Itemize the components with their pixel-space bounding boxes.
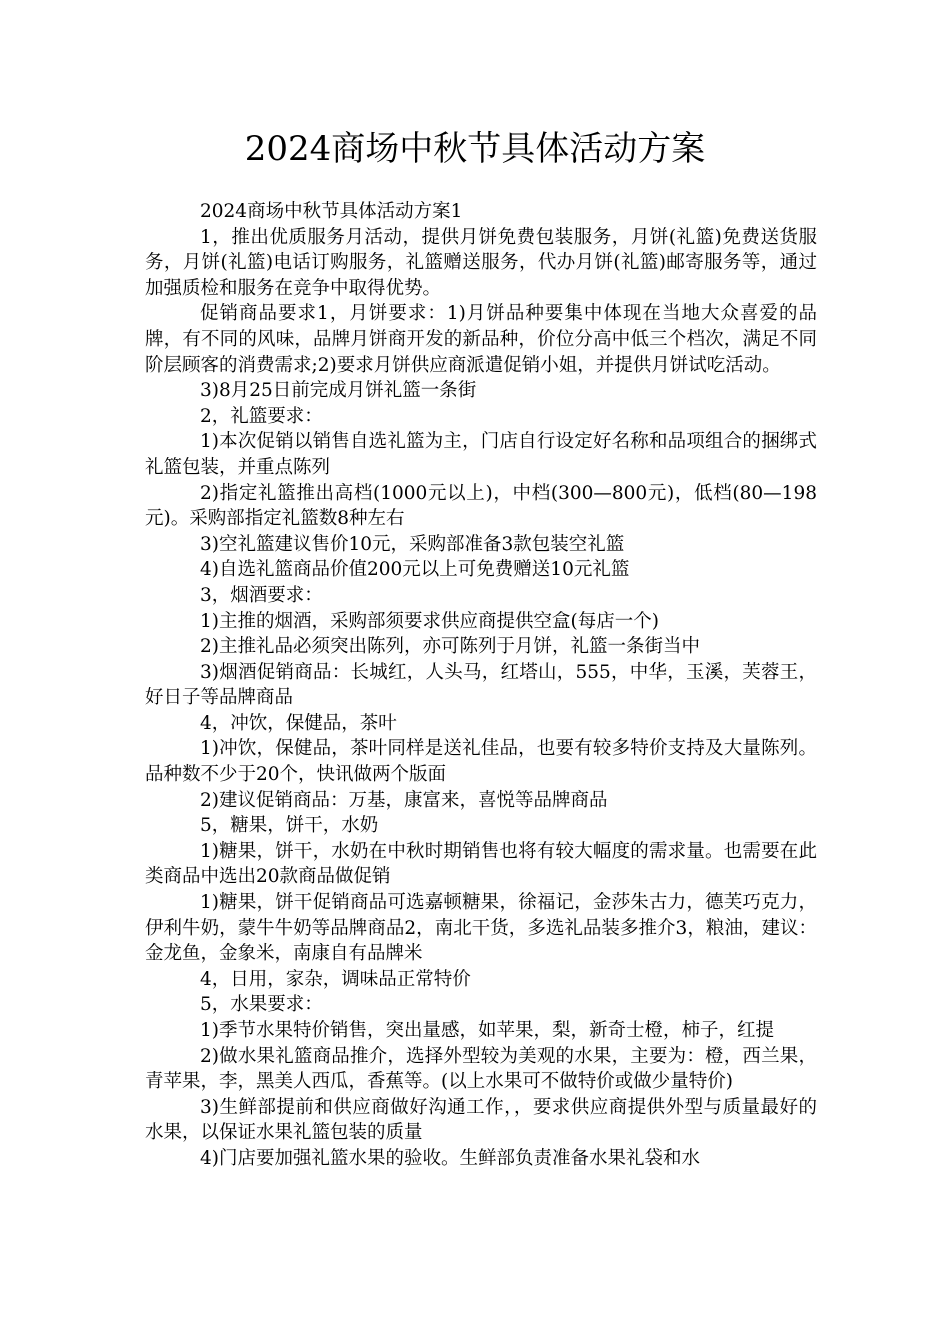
paragraph: 4，冲饮，保健品，茶叶 bbox=[200, 712, 397, 734]
paragraph: 5，糖果，饼干，水奶 bbox=[200, 815, 379, 837]
paragraph: 3)8月25日前完成月饼礼篮一条街 bbox=[200, 380, 477, 402]
document-body bbox=[145, 199, 817, 1172]
paragraph: 2024商场中秋节具体活动方案1 bbox=[200, 201, 463, 222]
paragraph: 2，礼篮要求： bbox=[200, 405, 323, 427]
paragraph: 1)季节水果特价销售，突出量感，如苹果，梨，新奇士橙，柿子，红提 bbox=[200, 1020, 774, 1041]
paragraph: 2)做水果礼篮商品推介，选择外型较为美观的水果，主要为：橙，西兰果，青苹果，李，黑美人西瓜，香蕉等。(以上水果可不做特价或做少量特价) bbox=[145, 1045, 817, 1093]
paragraph: 2)建议促销商品：万基，康富来，喜悦等品牌商品 bbox=[200, 789, 608, 811]
paragraph: 1)冲饮，保健品，茶叶同样是送礼佳品，也要有较多特价支持及大量陈列。品种数不少于20个，快讯做两个版面 bbox=[145, 738, 817, 786]
paragraph: 4)门店要加强礼篮水果的验收。生鲜部负责准备水果礼袋和水 bbox=[200, 1147, 700, 1169]
paragraph: 2)主推礼品必须突出陈列，亦可陈列于月饼，礼篮一条街当中 bbox=[200, 636, 700, 658]
paragraph: 3)空礼篮建议售价10元，采购部准备3款包装空礼篮 bbox=[200, 533, 625, 555]
paragraph: 2)指定礼篮推出高档(1000元以上)，中档(300—800元)，低档(80—198元)。采购部指定礼篮数8种左右 bbox=[145, 482, 817, 530]
paragraph: 1)本次促销以销售自选礼篮为主，门店自行设定好名称和品项组合的捆绑式礼篮包装，并重点陈列 bbox=[145, 431, 817, 478]
paragraph: 4，日用，家杂，调味品正常特价 bbox=[200, 968, 471, 990]
paragraph: 3)烟酒促销商品：长城红，人头马，红塔山，555，中华，玉溪，芙蓉王，好日子等品牌商品 bbox=[145, 661, 817, 709]
paragraph: 1)主推的烟酒，采购部须要求供应商提供空盒(每店一个) bbox=[200, 610, 659, 632]
paragraph: 3，烟酒要求： bbox=[200, 584, 323, 606]
paragraph: 3)生鲜部提前和供应商做好沟通工作，，要求供应商提供外型与质量最好的水果，以保证水果礼篮包装的质量 bbox=[145, 1096, 817, 1144]
paragraph: 1，推出优质服务月活动，提供月饼免费包装服务，月饼(礼篮)免费送货服务，月饼(礼篮)电话订购服务，礼篮赠送服务，代办月饼(礼篮)邮寄服务等，通过加强质检和服务在竞争中取得优势。 bbox=[145, 226, 817, 299]
document-title: 2024商场中秋节具体活动方案 bbox=[244, 129, 706, 169]
paragraph: 4)自选礼篮商品价值200元以上可免费赠送10元礼篮 bbox=[200, 559, 630, 581]
paragraph: 1)糖果，饼干促销商品可选嘉顿糖果，徐福记，金莎朱古力，德芙巧克力，伊利牛奶，蒙牛牛奶等品牌商品2，南北干货，多选礼品装多推介3，粮油，建议：金龙鱼，金象米，南康自有品牌米 bbox=[145, 892, 817, 965]
paragraph: 5，水果要求： bbox=[200, 994, 323, 1016]
paragraph: 1)糖果，饼干，水奶在中秋时期销售也将有较大幅度的需求量。也需要在此类商品中选出20款商品做促销 bbox=[145, 840, 817, 888]
paragraph: 促销商品要求1，月饼要求：1)月饼品种要集中体现在当地大众喜爱的品牌，有不同的风味，品牌月饼商开发的新品种，价位分高中低三个档次，满足不同阶层顾客的消费需求;2)要求月饼供应商派遣促销小姐，并提供月饼试吃活动。 bbox=[145, 303, 817, 376]
